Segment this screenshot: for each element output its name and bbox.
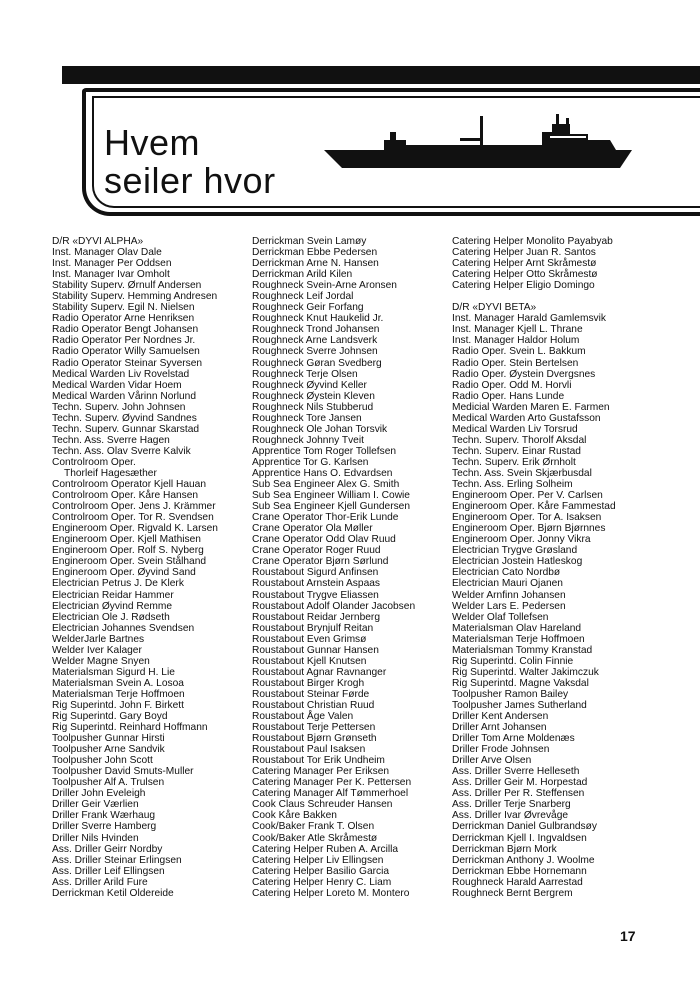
list-item: Roustabout Åge Valen (252, 711, 354, 723)
list-item: Cook/Baker Atle Skråmestø (252, 832, 378, 844)
list-item: Medical Warden Vidar Hoem (52, 379, 182, 391)
list-item: Controlroom Oper. Kåre Hansen (52, 490, 199, 502)
list-item: Electrician Øyvind Remme (52, 600, 173, 612)
list-item: Thorleif Hagesæther (64, 467, 157, 479)
page-number: 17 (620, 928, 636, 944)
list-item: Catering Helper Monolito Payabyab (452, 236, 613, 247)
list-item: Apprentice Tom Roger Tollefsen (252, 445, 397, 457)
list-item: Sub Sea Engineer William I. Cowie (252, 490, 410, 502)
list-item: Controlroom Oper. Tor R. Svendsen (52, 512, 214, 524)
title-line-1: Hvem (104, 122, 201, 164)
list-item: Radio Operator Willy Samuelsen (52, 346, 200, 358)
list-item: Radio Operator Steinar Syversen (52, 357, 203, 369)
list-item: Roustabout Brynjulf Reitan (252, 622, 374, 634)
list-item: Driller Arnt Johansen (452, 722, 547, 734)
list-item: Driller Frode Johnsen (452, 744, 550, 756)
list-item: Roughneck Svein-Arne Aronsen (252, 280, 397, 292)
list-item: Driller Arve Olsen (452, 755, 532, 767)
list-item: Roughneck Leif Jordal (252, 291, 354, 303)
list-item: Medical Warden Liv Torsrud (452, 423, 578, 435)
list-item: Crane Operator Odd Olav Ruud (252, 534, 396, 546)
list-item: Derrickman Ebbe Hornemann (452, 865, 587, 877)
list-item: Roustabout Adolf Olander Jacobsen (252, 600, 416, 612)
list-item: Welder Magne Snyen (52, 655, 150, 667)
title-line-2: seiler hvor (104, 160, 276, 202)
list-item: Techn. Superv. Thorolf Aksdal (452, 434, 587, 446)
list-item: Catering Helper Liv Ellingsen (252, 854, 384, 866)
list-item: Rig Superintd. Magne Vaksdal (452, 677, 589, 689)
list-item: Cook Kåre Bakken (252, 810, 337, 822)
list-item: Driller Tom Arne Moldenæs (452, 733, 575, 745)
list-item: Roustabout Birger Krogh (252, 677, 365, 689)
list-item: Roustabout Christian Ruud (252, 699, 375, 711)
list-item: Medical Warden Liv Rovelstad (52, 368, 190, 380)
list-item: Driller Nils Hvinden (52, 832, 139, 844)
list-item: Inst. Manager Ivar Omholt (52, 269, 170, 281)
list-item: Roustabout Gunnar Hansen (252, 644, 379, 656)
list-item: Derrickman Arne N. Hansen (252, 258, 379, 270)
list-item: Crane Operator Bjørn Sørlund (252, 556, 389, 568)
list-item: Derrickman Kjell I. Ingvaldsen (452, 832, 587, 844)
list-item: Radio Oper. Hans Lunde (452, 390, 565, 402)
header-band (62, 66, 700, 84)
list-item: Roughneck Nils Stubberud (252, 401, 374, 413)
list-item: Roustabout Reidar Jernberg (252, 611, 380, 623)
column-3 (452, 236, 616, 899)
list-item: Rig Superintd. Colin Finnie (452, 655, 574, 667)
list-item: Roustabout Trygve Eliassen (252, 589, 379, 601)
list-item: Engineroom Oper. Kjell Mathisen (52, 534, 201, 546)
list-item: Crane Operator Ola Møller (252, 523, 373, 535)
list-item: Catering Manager Per Eriksen (252, 766, 390, 778)
list-item: Techn. Ass. Olav Sverre Kalvik (52, 445, 191, 457)
list-item: Radio Operator Bengt Johansen (52, 324, 199, 336)
list-item: D/R «DYVI BETA» (452, 302, 537, 314)
list-item: Catering Helper Otto Skråmestø (452, 269, 598, 281)
list-item: Medical Warden Arto Gustafsson (452, 412, 601, 424)
list-item: Ass. Driller Geirr Nordby (52, 843, 163, 855)
list-item: Techn. Superv. Øyvind Sandnes (52, 412, 197, 424)
list-item: Driller Geir Værlien (52, 799, 139, 811)
list-item: Inst. Manager Olav Dale (52, 247, 162, 259)
list-item: Driller Sverre Hamberg (52, 821, 157, 833)
list-item: Catering Helper Ruben A. Arcilla (252, 843, 399, 855)
list-item: Roughneck Geir Forfang (252, 302, 364, 314)
list-item: Techn. Superv. John Johnsen (52, 401, 186, 413)
list-item: Stability Superv. Hemming Andresen (52, 291, 218, 303)
list-item: Toolpusher Ramon Bailey (452, 688, 569, 700)
list-item: Engineroom Oper. Svein Stålhand (52, 556, 207, 568)
list-item: Electrician Cato Nordbø (452, 567, 561, 579)
list-item: Roustabout Paul Isaksen (252, 744, 366, 756)
list-item: Toolpusher Arne Sandvik (52, 744, 165, 756)
list-item: Electrician Mauri Ojanen (452, 578, 563, 590)
list-item: Roustabout Tor Erik Undheim (252, 755, 385, 767)
list-item: Electrician Reidar Hammer (52, 589, 174, 601)
list-item: Derrickman Arild Kilen (252, 269, 353, 281)
list-item: Materialsman Terje Hoffmoen (52, 688, 185, 700)
list-item: Welder Olaf Tollefsen (452, 611, 549, 623)
ship-illustration (320, 110, 640, 180)
list-item: Inst. Manager Per Oddsen (52, 258, 172, 270)
list-item: Rig Superintd. Reinhard Hoffmann (52, 722, 208, 734)
list-item: Inst. Manager Kjell L. Thrane (452, 324, 583, 336)
list-item: Stability Superv. Egil N. Nielsen (52, 302, 195, 314)
list-item: Controlroom Oper. (52, 456, 136, 468)
list-item: Roughneck Tore Jansen (252, 412, 362, 424)
list-item: Engineroom Oper. Jonny Vikra (452, 534, 591, 546)
list-item: Catering Helper Arnt Skråmestø (452, 258, 597, 270)
list-item: Stability Superv. Ørnulf Andersen (52, 280, 202, 292)
column-1 (52, 236, 218, 899)
list-item: Engineroom Oper. Bjørn Bjørnnes (452, 523, 606, 535)
list-item: Rig Superintd. Walter Jakimczuk (452, 666, 599, 678)
list-item: Roughneck Sverre Johnsen (252, 346, 378, 358)
list-item: Roustabout Terje Pettersen (252, 722, 376, 734)
list-item: D/R «DYVI ALPHA» (52, 236, 144, 247)
list-item: Techn. Ass. Erling Solheim (452, 479, 573, 491)
list-item: Catering Manager Alf Tømmerhoel (252, 788, 409, 800)
list-item: Roustabout Steinar Førde (252, 688, 370, 700)
list-item: Toolpusher James Sutherland (452, 699, 587, 711)
list-item: Engineroom Oper. Rolf S. Nyberg (52, 545, 204, 557)
list-item: Ass. Driller Ivar Øvrevåge (452, 810, 569, 822)
list-item: Roughneck Knut Haukelid Jr. (252, 313, 384, 325)
list-item: Derrickman Bjørn Mork (452, 843, 557, 855)
list-item: Ass. Driller Arild Fure (52, 876, 148, 888)
list-item: Roughneck Ole Johan Torsvik (252, 423, 388, 435)
list-item: Ass. Driller Terje Snarberg (452, 799, 571, 811)
list-item: Roughneck Øystein Kleven (252, 390, 375, 402)
list-item: Roughneck Terje Olsen (252, 368, 358, 380)
list-item: Crane Operator Thor-Erik Lunde (252, 512, 399, 524)
list-item: Techn. Ass. Sverre Hagen (52, 434, 170, 446)
list-item: Materialsman Svein A. Losoa (52, 677, 184, 689)
list-item: Medicial Warden Maren E. Farmen (452, 401, 610, 413)
list-item: Roustabout Sigurd Anfinsen (252, 567, 379, 579)
list-item: Radio Oper. Odd M. Horvli (452, 379, 572, 391)
list-item: Engineroom Oper. Rigvald K. Larsen (52, 523, 218, 535)
list-item: Catering Helper Basilio Garcia (252, 865, 390, 877)
list-item: Roustabout Even Grimsø (252, 633, 367, 645)
list-item: Ass. Driller Leif Ellingsen (52, 865, 165, 877)
list-item: Toolpusher Gunnar Hirsti (52, 733, 165, 745)
list-item: Inst. Manager Harald Gamlemsvik (452, 313, 606, 325)
list-item: Roustabout Bjørn Grønseth (252, 733, 377, 745)
list-item: Catering Helper Eligio Domingo (452, 280, 595, 292)
list-item: Radio Oper. Øystein Dvergsnes (452, 368, 596, 380)
list-item: Sub Sea Engineer Kjell Gundersen (252, 501, 411, 513)
list-item: Crane Operator Roger Ruud (252, 545, 381, 557)
list-item: Apprentice Hans O. Edvardsen (252, 467, 393, 479)
list-item: Engineroom Oper. Tor A. Isaksen (452, 512, 602, 524)
list-item: Welder Lars E. Pedersen (452, 600, 566, 612)
list-item: Roughneck Harald Aarrestad (452, 876, 583, 888)
list-item: Radio Operator Arne Henriksen (52, 313, 195, 325)
list-item: Roughneck Arne Landsverk (252, 335, 378, 347)
list-item: Roughneck Johnny Tveit (252, 434, 364, 446)
list-item: Electrician Jostein Hatleskog (452, 556, 583, 568)
list-item: Electrician Johannes Svendsen (52, 622, 195, 634)
list-item: Roustabout Arnstein Aspaas (252, 578, 380, 590)
list-item: Roughneck Trond Johansen (252, 324, 380, 336)
list-item: Cook/Baker Frank T. Olsen (252, 821, 375, 833)
list-item: Ass. Driller Sverre Helleseth (452, 766, 580, 778)
list-item: Derrickman Daniel Gulbrandsøy (452, 821, 597, 833)
list-item: Techn. Ass. Svein Skjærbusdal (452, 467, 592, 479)
list-item: Roustabout Kjell Knutsen (252, 655, 367, 667)
list-item: Materialsman Sigurd H. Lie (52, 666, 175, 678)
list-item: Engineroom Oper. Øyvind Sand (52, 567, 196, 579)
list-item: Cook Claus Schreuder Hansen (252, 799, 393, 811)
list-item: Apprentice Tor G. Karlsen (252, 456, 369, 468)
list-item: Derrickman Anthony J. Woolme (452, 854, 595, 866)
list-item: Derrickman Ebbe Pedersen (252, 247, 378, 259)
list-item: Ass. Driller Per R. Steffensen (452, 788, 585, 800)
list-item: Ass. Driller Geir M. Horpestad (452, 777, 588, 789)
column-2 (252, 236, 415, 899)
list-item: Radio Operator Per Nordnes Jr. (52, 335, 196, 347)
list-item: Electrician Ole J. Rødseth (52, 611, 170, 623)
list-item: Radio Oper. Stein Bertelsen (452, 357, 579, 369)
list-item: Catering Helper Loreto M. Montero (252, 887, 410, 899)
page-title (104, 124, 276, 200)
list-item: Medical Warden Vårinn Norlund (52, 390, 197, 402)
list-item: Catering Manager Per K. Pettersen (252, 777, 412, 789)
list-item: Derrickman Svein Lamøy (252, 236, 367, 247)
list-item: Welder Iver Kalager (52, 644, 142, 656)
list-item: Rig Superintd. John F. Birkett (52, 699, 184, 711)
list-item: Roughneck Gøran Svedberg (252, 357, 382, 369)
list-item: Derrickman Ketil Oldereide (52, 887, 174, 899)
list-item: Roughneck Bernt Bergrem (452, 887, 573, 899)
list-item: Driller Frank Wærhaug (52, 810, 156, 822)
list-item: Driller Kent Andersen (452, 711, 549, 723)
list-item: Materialsman Olav Hareland (452, 622, 582, 634)
list-item: Sub Sea Engineer Alex G. Smith (252, 479, 400, 491)
list-spacer (452, 291, 616, 302)
list-item: Controlroom Operator Kjell Hauan (52, 479, 207, 491)
list-item: Toolpusher John Scott (52, 755, 153, 767)
list-item: Inst. Manager Haldor Holum (452, 335, 580, 347)
list-item: Techn. Superv. Einar Rustad (452, 445, 581, 457)
list-item: Techn. Superv. Gunnar Skarstad (52, 423, 200, 435)
list-item: Engineroom Oper. Kåre Fammestad (452, 501, 616, 513)
list-item: Controlroom Oper. Jens J. Krämmer (52, 501, 216, 513)
list-item: Catering Helper Henry C. Liam (252, 876, 392, 888)
list-item: Electrician Trygve Grøsland (452, 545, 578, 557)
list-item: Radio Oper. Svein L. Bakkum (452, 346, 586, 358)
list-item: Ass. Driller Steinar Erlingsen (52, 854, 182, 866)
list-item: Toolpusher David Smuts-Muller (52, 766, 194, 778)
list-item: Techn. Superv. Erik Ørnholt (452, 456, 576, 468)
list-item: Rig Superintd. Gary Boyd (52, 711, 168, 723)
list-item: Welder Arnfinn Johansen (452, 589, 566, 601)
list-item: Roustabout Agnar Ravnanger (252, 666, 387, 678)
list-item: Toolpusher Alf A. Trulsen (52, 777, 165, 789)
list-item: Roughneck Øyvind Keller (252, 379, 367, 391)
list-item: Electrician Petrus J. De Klerk (52, 578, 184, 590)
list-item: Catering Helper Juan R. Santos (452, 247, 596, 259)
list-item: Materialsman Tommy Kranstad (452, 644, 593, 656)
list-item: WelderJarle Bartnes (52, 633, 145, 645)
list-item: Driller John Eveleigh (52, 788, 146, 800)
list-item: Materialsman Terje Hoffmoen (452, 633, 585, 645)
list-item: Engineroom Oper. Per V. Carlsen (452, 490, 603, 502)
